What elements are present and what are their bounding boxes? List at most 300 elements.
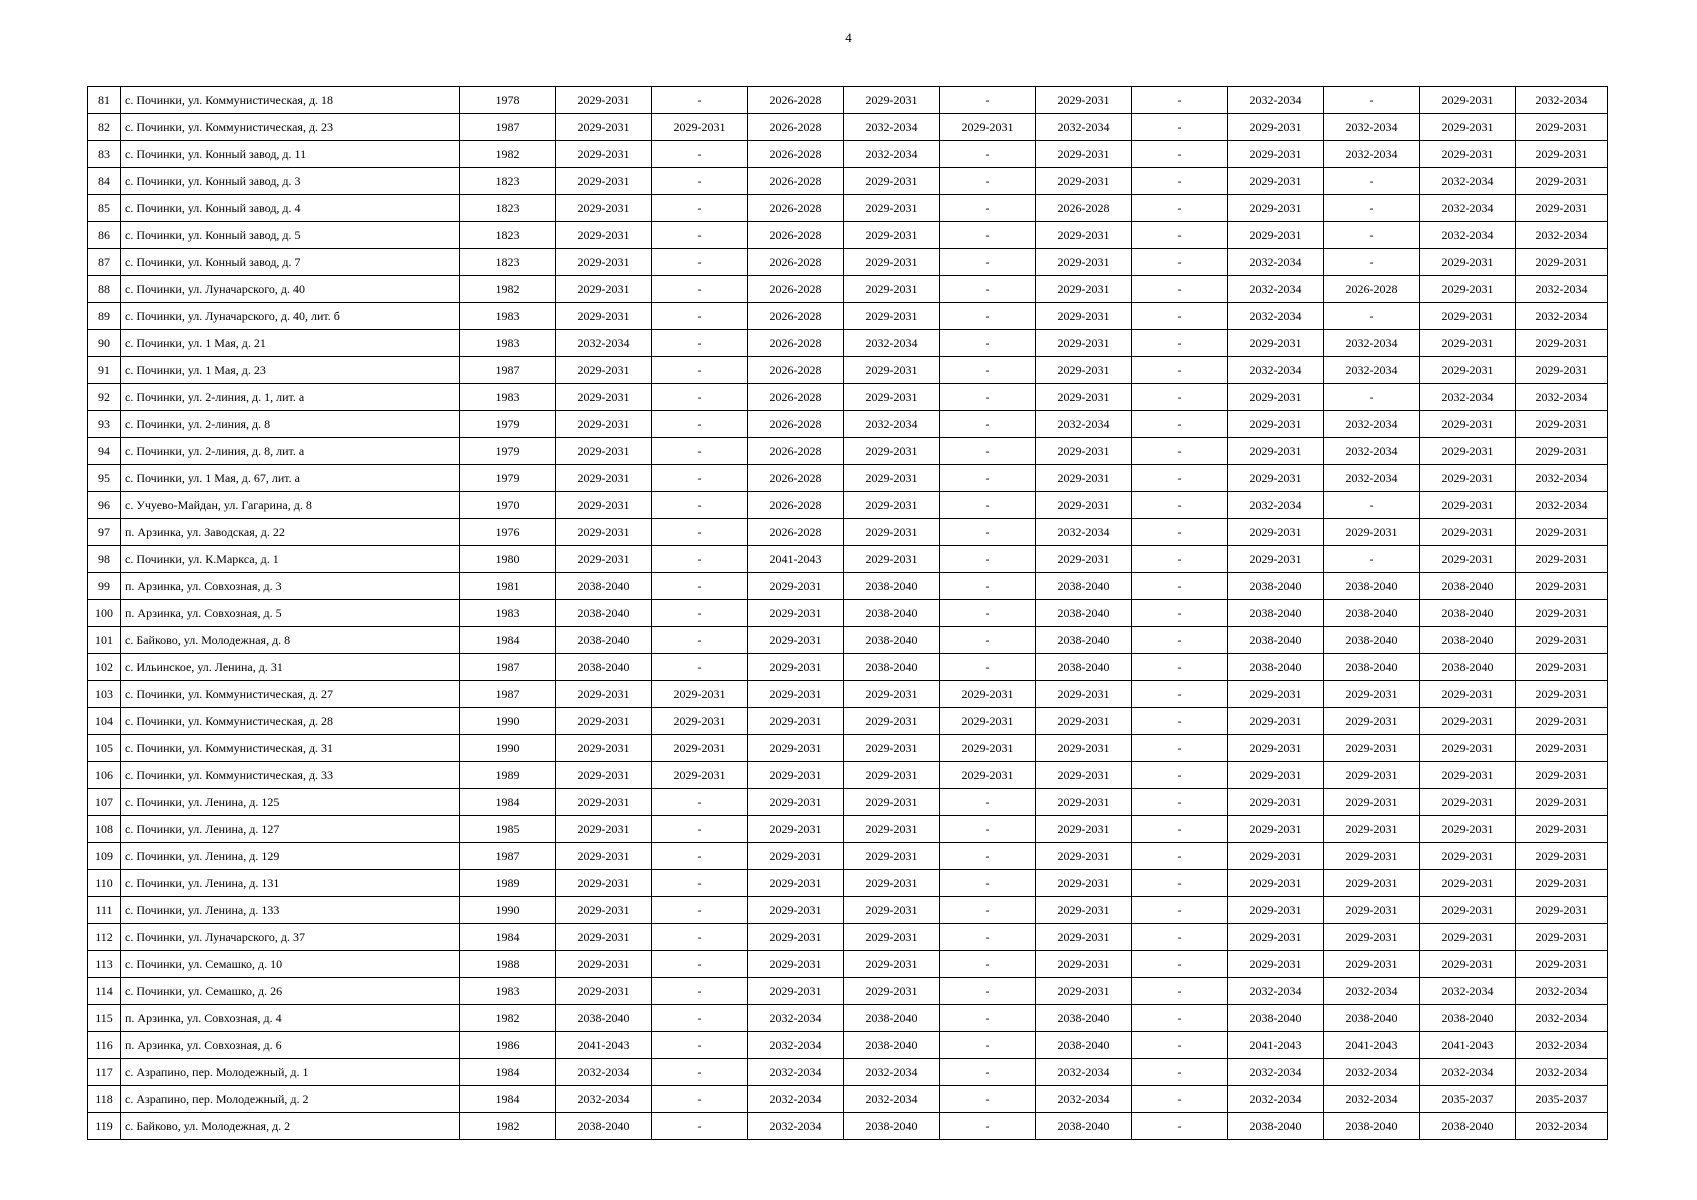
period-cell: - [940,546,1036,573]
address-cell: п. Арзинка, ул. Совхозная, д. 5 [121,600,460,627]
year-cell: 1983 [460,384,556,411]
period-cell: 2029-2031 [1228,843,1324,870]
year-cell: 1990 [460,708,556,735]
address-cell: с. Починки, ул. Конный завод, д. 7 [121,249,460,276]
period-cell: 2029-2031 [748,600,844,627]
period-cell: 2026-2028 [748,519,844,546]
period-cell: 2026-2028 [748,168,844,195]
period-cell: - [1132,222,1228,249]
period-cell: - [940,1113,1036,1140]
period-cell: 2029-2031 [556,519,652,546]
period-cell: 2038-2040 [1228,654,1324,681]
period-cell: 2029-2031 [1036,276,1132,303]
period-cell: 2038-2040 [1036,600,1132,627]
year-cell: 1983 [460,303,556,330]
period-cell: 2029-2031 [844,276,940,303]
period-cell: - [1132,951,1228,978]
period-cell: 2029-2031 [1516,951,1608,978]
address-cell: с. Починки, ул. Ленина, д. 133 [121,897,460,924]
row-number-cell: 91 [88,357,121,384]
period-cell: 2029-2031 [556,681,652,708]
period-cell: 2029-2031 [1516,438,1608,465]
period-cell: 2029-2031 [1516,924,1608,951]
year-cell: 1987 [460,654,556,681]
table-row [88,465,1608,492]
period-cell: 2032-2034 [748,1059,844,1086]
period-cell: 2032-2034 [556,1059,652,1086]
period-cell: - [652,519,748,546]
period-cell: 2032-2034 [1228,1086,1324,1113]
period-cell: 2029-2031 [1516,573,1608,600]
period-cell: 2032-2034 [1036,1059,1132,1086]
period-cell: - [1132,195,1228,222]
period-cell: - [1132,627,1228,654]
period-cell: - [1132,870,1228,897]
period-cell: 2029-2031 [1420,114,1516,141]
row-number-cell: 115 [88,1005,121,1032]
row-number-cell: 84 [88,168,121,195]
period-cell: - [652,924,748,951]
row-number-cell: 85 [88,195,121,222]
table-row [88,384,1608,411]
row-number-cell: 98 [88,546,121,573]
period-cell: 2032-2034 [1228,276,1324,303]
period-cell: 2038-2040 [1324,654,1420,681]
period-cell: - [940,168,1036,195]
period-cell: 2038-2040 [1420,654,1516,681]
period-cell: 2032-2034 [1420,1059,1516,1086]
period-cell: 2038-2040 [1036,1032,1132,1059]
table-row [88,357,1608,384]
table-row [88,789,1608,816]
schedule-table [87,86,1608,1140]
period-cell: - [940,600,1036,627]
period-cell: 2038-2040 [1324,627,1420,654]
address-cell: с. Починки, ул. Луначарского, д. 40, лит. б [121,303,460,330]
table-row [88,1005,1608,1032]
address-cell: с. Починки, ул. Конный завод, д. 5 [121,222,460,249]
period-cell: 2032-2034 [1228,492,1324,519]
period-cell: 2029-2031 [1420,897,1516,924]
period-cell: 2032-2034 [1516,1005,1608,1032]
address-cell: с. Починки, ул. 1 Мая, д. 23 [121,357,460,384]
period-cell: 2029-2031 [1324,519,1420,546]
table-row [88,1032,1608,1059]
table-row [88,681,1608,708]
period-cell: 2029-2031 [1036,546,1132,573]
period-cell: 2029-2031 [1516,249,1608,276]
period-cell: 2032-2034 [1516,1032,1608,1059]
address-cell: с. Байково, ул. Молодежная, д. 8 [121,627,460,654]
period-cell: 2029-2031 [748,654,844,681]
period-cell: 2029-2031 [1516,195,1608,222]
year-cell: 1982 [460,141,556,168]
year-cell: 1985 [460,816,556,843]
period-cell: 2032-2034 [1324,465,1420,492]
period-cell: - [940,654,1036,681]
period-cell: - [652,546,748,573]
period-cell: 2029-2031 [1516,897,1608,924]
year-cell: 1983 [460,330,556,357]
address-cell: с. Ильинское, ул. Ленина, д. 31 [121,654,460,681]
year-cell: 1823 [460,195,556,222]
period-cell: - [940,870,1036,897]
address-cell: с. Починки, ул. К.Маркса, д. 1 [121,546,460,573]
period-cell: 2038-2040 [1036,627,1132,654]
row-number-cell: 95 [88,465,121,492]
period-cell: 2029-2031 [1420,519,1516,546]
period-cell: 2035-2037 [1420,1086,1516,1113]
period-cell: - [652,573,748,600]
table-row [88,627,1608,654]
period-cell: 2032-2034 [1324,114,1420,141]
year-cell: 1976 [460,519,556,546]
period-cell: 2029-2031 [1228,789,1324,816]
period-cell: - [940,492,1036,519]
year-cell: 1979 [460,465,556,492]
period-cell: - [652,87,748,114]
row-number-cell: 111 [88,897,121,924]
period-cell: 2029-2031 [1228,114,1324,141]
period-cell: 2026-2028 [748,222,844,249]
period-cell: 2032-2034 [1420,384,1516,411]
period-cell: 2038-2040 [1036,1113,1132,1140]
table-row [88,519,1608,546]
period-cell: 2029-2031 [556,114,652,141]
period-cell: 2029-2031 [652,762,748,789]
year-cell: 1823 [460,222,556,249]
table-row [88,600,1608,627]
period-cell: 2038-2040 [1324,600,1420,627]
period-cell: 2029-2031 [556,141,652,168]
period-cell: - [940,357,1036,384]
period-cell: 2026-2028 [1036,195,1132,222]
row-number-cell: 83 [88,141,121,168]
period-cell: 2032-2034 [748,1005,844,1032]
period-cell: 2032-2034 [1228,357,1324,384]
address-cell: с. Починки, ул. Коммунистическая, д. 18 [121,87,460,114]
table-row [88,1113,1608,1140]
period-cell: 2029-2031 [1228,816,1324,843]
year-cell: 1987 [460,681,556,708]
period-cell: 2038-2040 [1420,1113,1516,1140]
address-cell: с. Починки, ул. Конный завод, д. 11 [121,141,460,168]
year-cell: 1982 [460,1005,556,1032]
table-body [88,87,1608,1140]
period-cell: 2029-2031 [844,222,940,249]
period-cell: 2029-2031 [1036,816,1132,843]
period-cell: 2029-2031 [1324,816,1420,843]
row-number-cell: 89 [88,303,121,330]
row-number-cell: 87 [88,249,121,276]
address-cell: с. Учуево-Майдан, ул. Гагарина, д. 8 [121,492,460,519]
period-cell: - [1132,249,1228,276]
period-cell: 2026-2028 [748,114,844,141]
period-cell: - [1324,492,1420,519]
period-cell: 2029-2031 [1516,708,1608,735]
period-cell: 2029-2031 [556,978,652,1005]
period-cell: 2029-2031 [1420,249,1516,276]
period-cell: 2029-2031 [748,762,844,789]
period-cell: - [940,1005,1036,1032]
period-cell: 2038-2040 [1228,627,1324,654]
year-cell: 1823 [460,168,556,195]
period-cell: 2029-2031 [1036,168,1132,195]
period-cell: 2038-2040 [844,654,940,681]
address-cell: п. Арзинка, ул. Совхозная, д. 3 [121,573,460,600]
period-cell: - [1132,897,1228,924]
period-cell: 2029-2031 [556,411,652,438]
address-cell: с. Азрапино, пер. Молодежный, д. 2 [121,1086,460,1113]
period-cell: 2029-2031 [1420,816,1516,843]
period-cell: 2029-2031 [940,681,1036,708]
period-cell: 2029-2031 [1420,303,1516,330]
period-cell: 2029-2031 [1420,951,1516,978]
period-cell: 2029-2031 [1228,870,1324,897]
period-cell: 2029-2031 [1228,465,1324,492]
period-cell: 2029-2031 [1420,789,1516,816]
period-cell: - [940,843,1036,870]
period-cell: 2029-2031 [844,384,940,411]
period-cell: 2029-2031 [1036,384,1132,411]
period-cell: 2029-2031 [748,924,844,951]
page-number: 4 [845,30,852,45]
period-cell: 2029-2031 [844,357,940,384]
period-cell: 2038-2040 [1420,600,1516,627]
period-cell: - [652,276,748,303]
period-cell: 2038-2040 [844,1005,940,1032]
row-number-cell: 103 [88,681,121,708]
period-cell: - [1132,519,1228,546]
period-cell: - [652,1005,748,1032]
period-cell: 2029-2031 [652,114,748,141]
period-cell: - [1132,141,1228,168]
period-cell: 2029-2031 [1036,897,1132,924]
period-cell: - [1132,1086,1228,1113]
address-cell: п. Арзинка, ул. Совхозная, д. 4 [121,1005,460,1032]
address-cell: с. Починки, ул. 2-линия, д. 8, лит. а [121,438,460,465]
table-row [88,222,1608,249]
period-cell: 2029-2031 [1036,492,1132,519]
table-row [88,546,1608,573]
period-cell: 2041-2043 [748,546,844,573]
row-number-cell: 109 [88,843,121,870]
row-number-cell: 110 [88,870,121,897]
address-cell: с. Починки, ул. Ленина, д. 131 [121,870,460,897]
table-row [88,249,1608,276]
period-cell: 2029-2031 [1228,951,1324,978]
period-cell: - [940,897,1036,924]
period-cell: 2029-2031 [556,465,652,492]
period-cell: 2026-2028 [1324,276,1420,303]
table-row [88,978,1608,1005]
period-cell: - [652,249,748,276]
address-cell: с. Починки, ул. Конный завод, д. 3 [121,168,460,195]
row-number-cell: 116 [88,1032,121,1059]
period-cell: - [1324,384,1420,411]
period-cell: - [1132,978,1228,1005]
period-cell: 2038-2040 [1324,573,1420,600]
period-cell: - [940,1086,1036,1113]
period-cell: - [1132,681,1228,708]
period-cell: - [1132,1113,1228,1140]
period-cell: 2029-2031 [844,303,940,330]
period-cell: 2038-2040 [1420,1005,1516,1032]
year-cell: 1990 [460,897,556,924]
period-cell: - [652,816,748,843]
period-cell: 2029-2031 [844,249,940,276]
period-cell: 2029-2031 [1516,654,1608,681]
period-cell: 2029-2031 [748,951,844,978]
period-cell: 2029-2031 [1324,897,1420,924]
period-cell: 2029-2031 [748,681,844,708]
row-number-cell: 92 [88,384,121,411]
period-cell: 2029-2031 [652,735,748,762]
period-cell: 2032-2034 [748,1113,844,1140]
period-cell: - [652,195,748,222]
table-row [88,708,1608,735]
period-cell: - [940,195,1036,222]
period-cell: 2041-2043 [1324,1032,1420,1059]
period-cell: 2029-2031 [844,87,940,114]
period-cell: 2029-2031 [844,978,940,1005]
period-cell: 2032-2034 [556,1086,652,1113]
period-cell: 2032-2034 [1324,141,1420,168]
period-cell: 2029-2031 [1324,843,1420,870]
address-cell: с. Починки, ул. Коммунистическая, д. 31 [121,735,460,762]
period-cell: 2029-2031 [1420,357,1516,384]
period-cell: - [652,141,748,168]
period-cell: 2026-2028 [748,492,844,519]
period-cell: 2029-2031 [844,708,940,735]
table-row [88,735,1608,762]
period-cell: 2029-2031 [1228,708,1324,735]
period-cell: 2029-2031 [940,708,1036,735]
period-cell: 2029-2031 [1228,438,1324,465]
period-cell: - [652,303,748,330]
period-cell: 2038-2040 [1420,627,1516,654]
period-cell: - [1132,789,1228,816]
period-cell: 2038-2040 [556,600,652,627]
period-cell: 2029-2031 [844,681,940,708]
period-cell: 2029-2031 [1516,870,1608,897]
year-cell: 1986 [460,1032,556,1059]
row-number-cell: 93 [88,411,121,438]
period-cell: 2032-2034 [1420,978,1516,1005]
period-cell: 2038-2040 [1228,1113,1324,1140]
period-cell: - [1132,168,1228,195]
year-cell: 1982 [460,276,556,303]
row-number-cell: 90 [88,330,121,357]
address-cell: с. Починки, ул. 1 Мая, д. 21 [121,330,460,357]
row-number-cell: 94 [88,438,121,465]
year-cell: 1988 [460,951,556,978]
period-cell: 2026-2028 [748,330,844,357]
period-cell: - [1324,222,1420,249]
period-cell: 2029-2031 [1420,708,1516,735]
period-cell: 2032-2034 [844,114,940,141]
period-cell: - [940,276,1036,303]
period-cell: - [1132,303,1228,330]
period-cell: 2029-2031 [1036,978,1132,1005]
period-cell: 2029-2031 [556,195,652,222]
period-cell: 2029-2031 [1516,141,1608,168]
period-cell: - [940,222,1036,249]
period-cell: 2026-2028 [748,465,844,492]
period-cell: 2032-2034 [1228,87,1324,114]
period-cell: - [1132,330,1228,357]
address-cell: с. Починки, ул. Ленина, д. 127 [121,816,460,843]
year-cell: 1987 [460,114,556,141]
period-cell: - [1132,465,1228,492]
period-cell: 2032-2034 [1516,303,1608,330]
period-cell: 2029-2031 [1420,762,1516,789]
row-number-cell: 113 [88,951,121,978]
period-cell: 2029-2031 [1324,735,1420,762]
period-cell: - [652,843,748,870]
period-cell: 2029-2031 [1228,546,1324,573]
period-cell: - [1132,438,1228,465]
period-cell: 2029-2031 [652,708,748,735]
period-cell: 2029-2031 [844,735,940,762]
period-cell: 2029-2031 [1228,762,1324,789]
period-cell: 2029-2031 [1516,546,1608,573]
period-cell: 2029-2031 [1516,600,1608,627]
period-cell: 2029-2031 [1036,87,1132,114]
row-number-cell: 105 [88,735,121,762]
address-cell: п. Арзинка, ул. Совхозная, д. 6 [121,1032,460,1059]
period-cell: 2026-2028 [748,357,844,384]
period-cell: 2029-2031 [1228,168,1324,195]
period-cell: 2029-2031 [1228,195,1324,222]
row-number-cell: 96 [88,492,121,519]
period-cell: 2032-2034 [1228,303,1324,330]
period-cell: 2038-2040 [1228,573,1324,600]
period-cell: 2029-2031 [1324,708,1420,735]
period-cell: - [652,897,748,924]
period-cell: 2029-2031 [1324,870,1420,897]
table-row [88,843,1608,870]
table-row [88,1086,1608,1113]
period-cell: 2029-2031 [748,573,844,600]
address-cell: с. Починки, ул. Ленина, д. 129 [121,843,460,870]
period-cell: 2029-2031 [556,384,652,411]
period-cell: 2026-2028 [748,195,844,222]
row-number-cell: 86 [88,222,121,249]
period-cell: 2029-2031 [1324,789,1420,816]
table-row [88,87,1608,114]
period-cell: 2032-2034 [1420,222,1516,249]
period-cell: 2032-2034 [1324,978,1420,1005]
period-cell: 2038-2040 [1036,654,1132,681]
period-cell: 2032-2034 [1420,195,1516,222]
period-cell: 2038-2040 [1036,1005,1132,1032]
period-cell: 2032-2034 [1516,87,1608,114]
table-row [88,897,1608,924]
period-cell: 2029-2031 [556,357,652,384]
period-cell: 2029-2031 [1420,276,1516,303]
period-cell: 2032-2034 [748,1086,844,1113]
period-cell: - [1132,762,1228,789]
period-cell: 2029-2031 [556,924,652,951]
table-row [88,411,1608,438]
period-cell: 2029-2031 [1420,843,1516,870]
row-number-cell: 102 [88,654,121,681]
period-cell: 2029-2031 [1516,681,1608,708]
period-cell: 2029-2031 [844,519,940,546]
period-cell: 2032-2034 [1324,330,1420,357]
period-cell: 2029-2031 [1420,411,1516,438]
